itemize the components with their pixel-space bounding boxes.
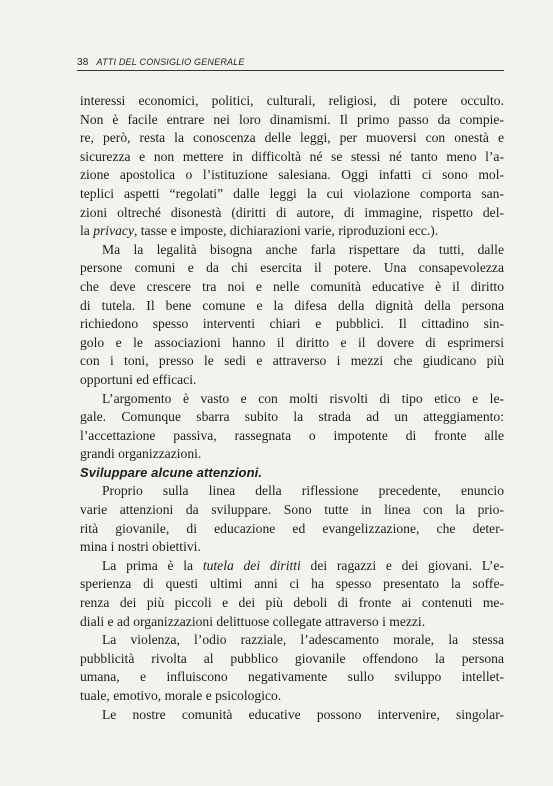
text-line: La violenza, l’odio razziale, l’adescamento morale, la stessa: [102, 632, 504, 648]
text-line: re, però, resta la conoscenza delle leggi, per muoversi con onestà e: [80, 130, 504, 146]
text-line: l’accettazione passiva, rassegnata o impotente di fronte alle: [80, 427, 504, 443]
text-line: [80, 222, 504, 241]
text-segment: La prima è la: [102, 557, 203, 573]
text-line: zione apostolica o l’istituzione salesiana. Oggi infatti ci sono mol-: [80, 167, 504, 183]
text-line: sperienza di questi ultimi anni ci ha spesso presentato la soffe-: [80, 576, 504, 592]
running-head-title: ATTI DEL CONSIGLIO GENERALE: [96, 57, 245, 67]
running-head: [77, 57, 504, 68]
text-line: gale. Comunque sbarra subito la strada ad un atteggiamento:: [80, 409, 504, 425]
text-line: Non è facile entrare nei loro dinamismi. Il primo passo da compie-: [80, 111, 504, 127]
text-line: Proprio sulla linea della riflessione precedente, enuncio: [102, 483, 504, 499]
text-line: zioni oltreché disonestà (diritti di autore, di immagine, rispetto del-: [80, 204, 504, 220]
text-line: grandi organizzazioni.: [80, 446, 202, 462]
text-segment: la: [80, 223, 94, 239]
text-line: diali e ad organizzazioni delittuose collegate attraverso i mezzi.: [80, 613, 426, 629]
text-line: pubblicità rivolta al pubblico giovanile offendono la persona: [80, 650, 504, 666]
text-line: L’argomento è vasto e con molti risvolti di tipo etico e le-: [102, 390, 504, 406]
text-line: Ma la legalità bisogna anche farla rispettare da tutti, dalle: [102, 241, 504, 257]
text-line: tuale, emotivo, morale e psicologico.: [80, 688, 282, 703]
header-rule: [77, 70, 504, 71]
text-line: di tutela. Il bene comune e la difesa della dignità della persona: [80, 297, 504, 313]
text-line: persone comuni e da chi esercita il potere. Una consapevolezza: [80, 260, 504, 276]
text-line: interessi economici, politici, culturali, religiosi, di potere occulto.: [80, 93, 504, 108]
text-line: umana, e influiscono negativamente sullo sviluppo intellet-: [80, 669, 504, 685]
text-segment: , tasse e imposte, dichiarazioni varie, riproduzioni ecc.).: [133, 223, 439, 239]
text-line: golo e le associazioni hanno il diritto e il dovere di esprimersi: [80, 334, 504, 350]
text-line: [80, 557, 504, 576]
text-line: sicurezza e non mettere in difficoltà né se stessi né tanto meno l’a-: [80, 148, 504, 164]
text-line: rità giovanile, di educazione ed evangelizzazione, che deter-: [80, 520, 504, 536]
text-line: teplici aspetti “regolati” dalle leggi la cui violazione comporta san-: [80, 185, 504, 201]
text-line: che deve crescere tra noi e nelle comunità educative è il diritto: [80, 278, 504, 294]
text-segment: dei ragazzi e dei giovani. L’e-: [300, 557, 504, 573]
emphasized-text: privacy: [93, 223, 134, 239]
text-line: varie attenzioni da sviluppare. Sono tutte in linea con la prio-: [80, 502, 504, 518]
page-number: 38: [77, 57, 89, 68]
body-text: [80, 92, 504, 724]
text-line: Le nostre comunità educative possono intervenire, singolar-: [102, 706, 504, 722]
emphasized-text: tutela dei diritti: [202, 557, 301, 573]
text-line: con i toni, presso le sedi e attraverso i mezzi che giudicano più: [80, 353, 504, 369]
text-line: opportuni ed efficaci.: [80, 371, 197, 387]
text-line: renza dei più piccoli e dei più deboli di fronte ai contenuti me-: [80, 595, 504, 611]
section-heading: Sviluppare alcune attenzioni.: [80, 464, 263, 480]
text-line: richiedono spesso interventi chiari e pubblici. Il cittadino sin-: [80, 316, 504, 332]
text-line: mina i nostri obiettivi.: [80, 539, 201, 555]
